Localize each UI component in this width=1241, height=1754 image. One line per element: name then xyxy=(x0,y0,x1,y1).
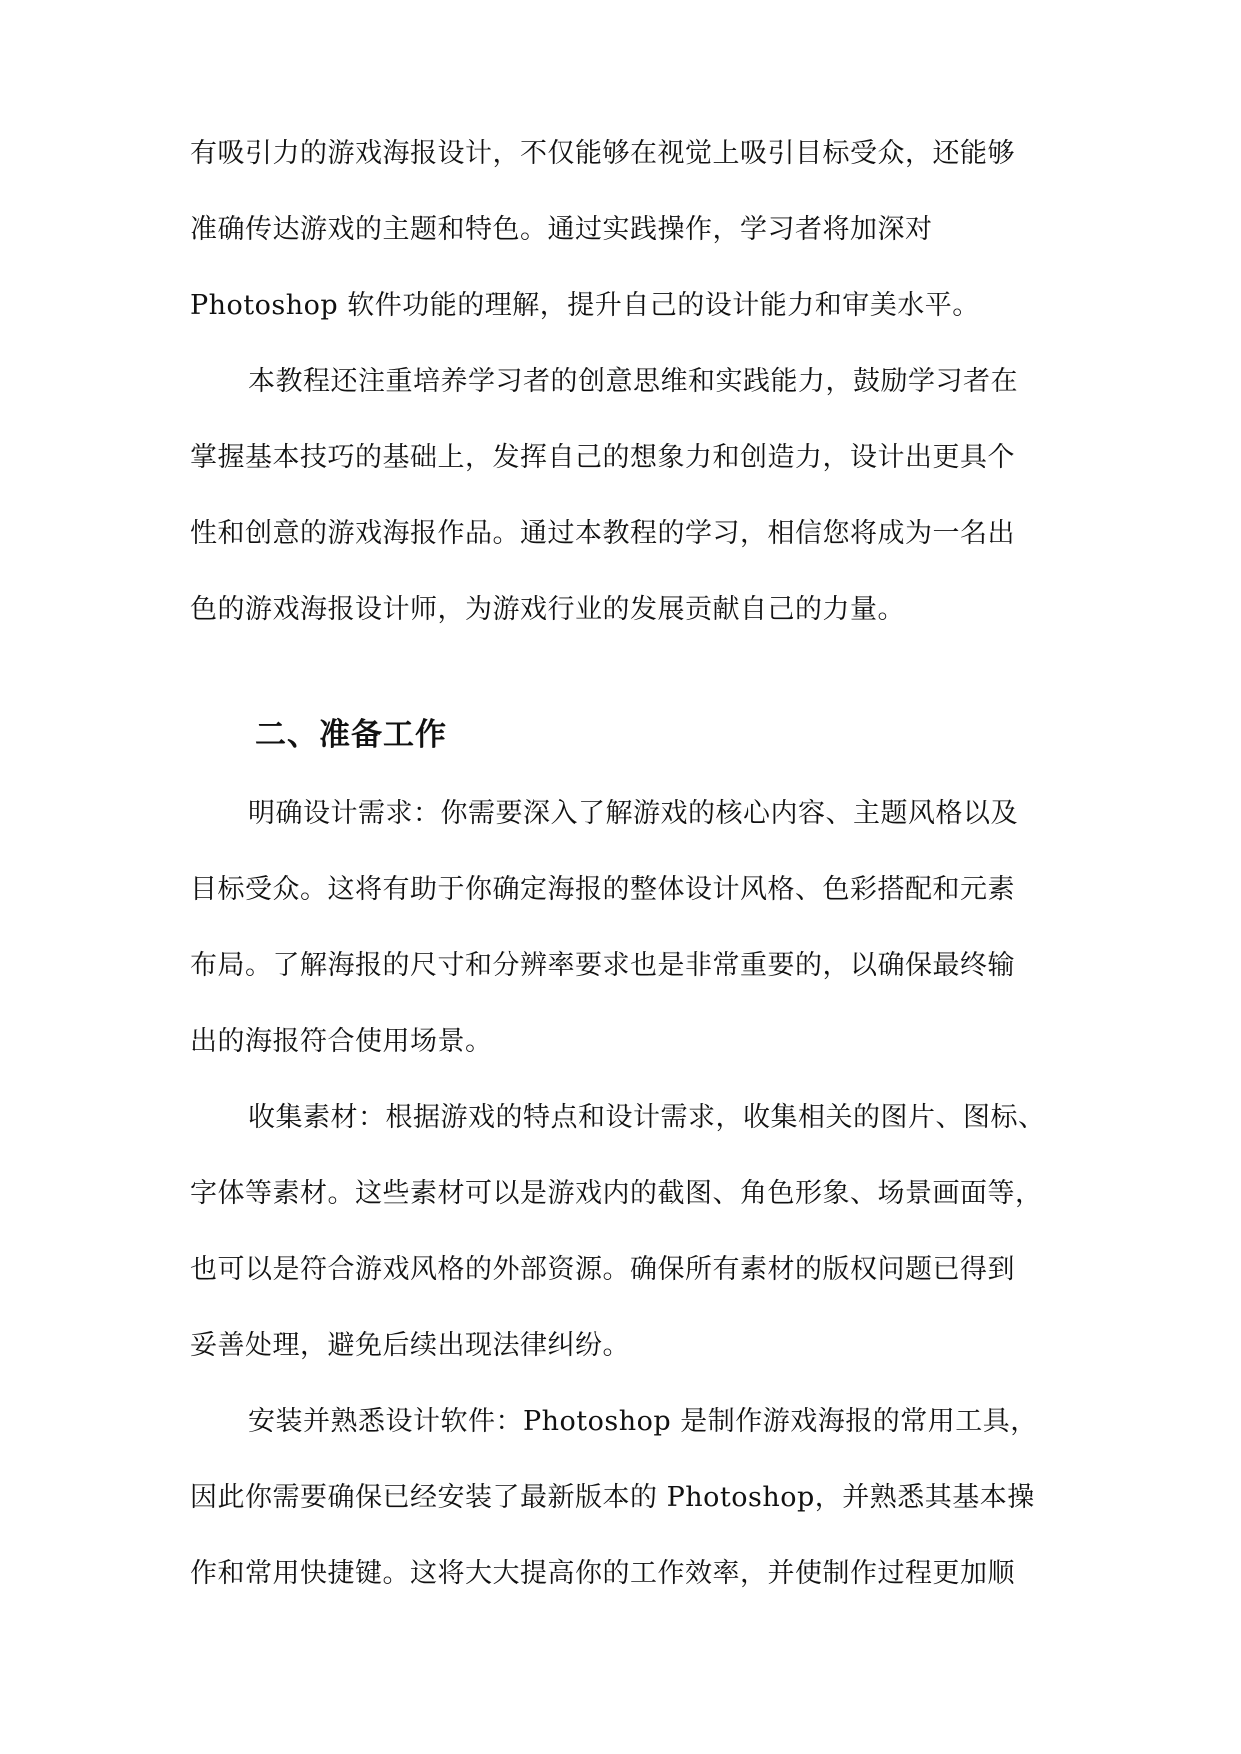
paragraph-1-line-3: Photoshop 软件功能的理解，提升自己的设计能力和审美水平。 xyxy=(190,290,980,321)
paragraph-5-line-3: 作和常用快捷键。这将大大提高你的工作效率，并使制作过程更加顺 xyxy=(190,1558,1015,1589)
paragraph-2-line-2: 掌握基本技巧的基础上，发挥自己的想象力和创造力，设计出更具个 xyxy=(190,442,1015,473)
paragraph-4-line-2: 字体等素材。这些素材可以是游戏内的截图、角色形象、场景画面等， xyxy=(190,1178,1043,1209)
paragraph-4-line-1: 收集素材：根据游戏的特点和设计需求，收集相关的图片、图标、 xyxy=(248,1102,1046,1133)
paragraph-2-line-1: 本教程还注重培养学习者的创意思维和实践能力，鼓励学习者在 xyxy=(248,366,1018,397)
paragraph-4-line-3: 也可以是符合游戏风格的外部资源。确保所有素材的版权问题已得到 xyxy=(190,1254,1015,1285)
paragraph-5-line-2: 因此你需要确保已经安装了最新版本的 Photoshop，并熟悉其基本操 xyxy=(190,1482,1035,1513)
paragraph-3-line-1: 明确设计需求：你需要深入了解游戏的核心内容、主题风格以及 xyxy=(248,798,1018,829)
paragraph-2-line-4: 色的游戏海报设计师，为游戏行业的发展贡献自己的力量。 xyxy=(190,594,905,625)
paragraph-2-line-3: 性和创意的游戏海报作品。通过本教程的学习，相信您将成为一名出 xyxy=(190,518,1015,549)
paragraph-1-line-2: 准确传达游戏的主题和特色。通过实践操作，学习者将加深对 xyxy=(190,214,933,245)
paragraph-4-line-4: 妥善处理，避免后续出现法律纠纷。 xyxy=(190,1330,630,1361)
section-heading: 二、准备工作 xyxy=(255,717,447,753)
paragraph-1-line-1: 有吸引力的游戏海报设计，不仅能够在视觉上吸引目标受众，还能够 xyxy=(190,138,1015,169)
paragraph-3-line-3: 布局。了解海报的尺寸和分辨率要求也是非常重要的，以确保最终输 xyxy=(190,950,1015,981)
paragraph-3-line-2: 目标受众。这将有助于你确定海报的整体设计风格、色彩搭配和元素 xyxy=(190,874,1015,905)
paragraph-5-line-1: 安装并熟悉设计软件：Photoshop 是制作游戏海报的常用工具， xyxy=(248,1406,1038,1437)
paragraph-3-line-4: 出的海报符合使用场景。 xyxy=(190,1026,493,1057)
